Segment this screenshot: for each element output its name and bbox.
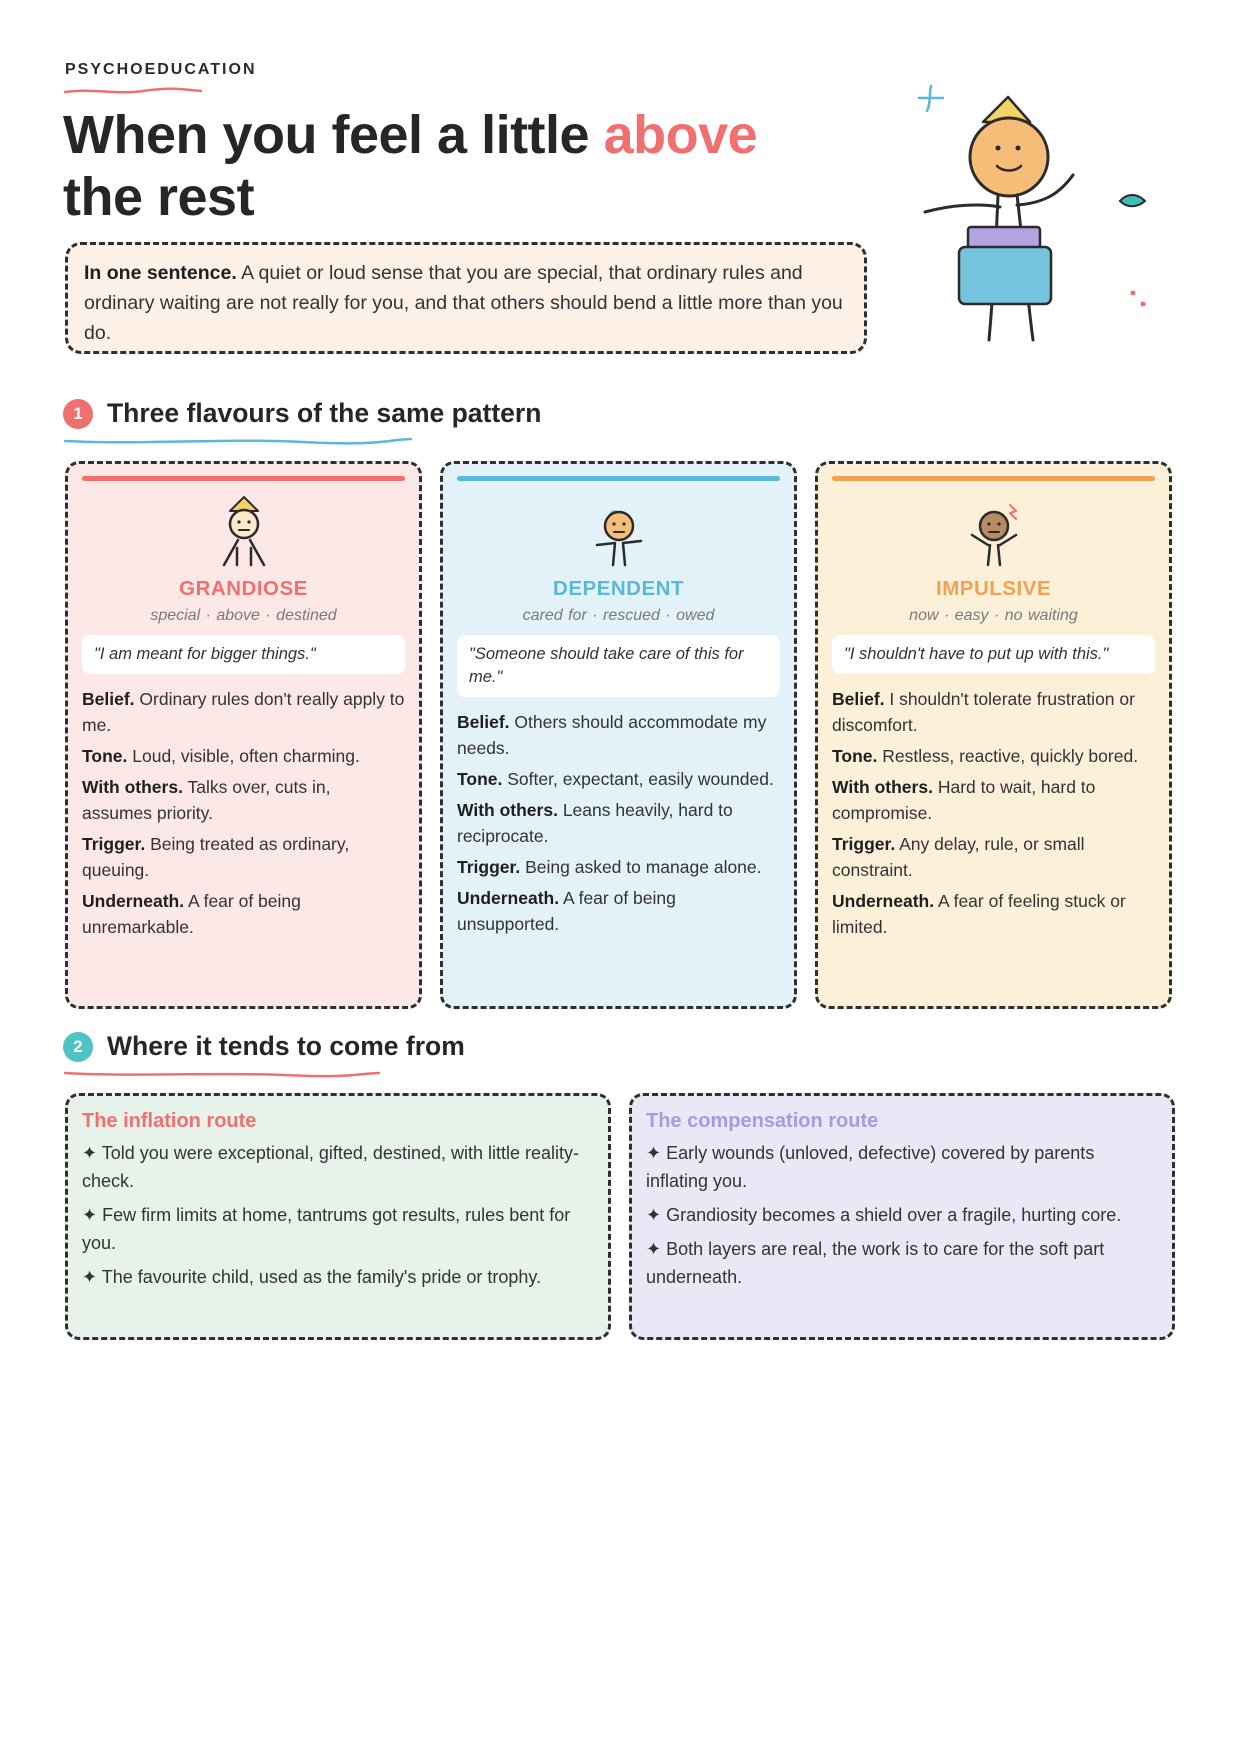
title-part1: When you feel a little — [63, 105, 604, 165]
leaning-figure-icon — [579, 493, 659, 573]
card-row-tone: Tone. Softer, expectant, easily wounded. — [457, 769, 774, 789]
card-row-underneath: Underneath. A fear of feeling stuck or limited. — [832, 891, 1126, 937]
section-2-header — [63, 1031, 465, 1062]
card-impulsive — [815, 461, 1172, 1009]
route-compensation — [629, 1093, 1175, 1340]
route-title: The inflation route — [82, 1110, 257, 1132]
card-name: IMPULSIVE — [936, 577, 1051, 600]
summary-box — [65, 242, 867, 354]
card-accent-bar — [832, 476, 1155, 481]
crowned-figure-icon — [204, 493, 284, 573]
route-item: ✦ Told you were exceptional, gifted, destined, with little reality-check. — [82, 1143, 580, 1191]
card-row-with-others: With others. Hard to wait, hard to compromise. — [832, 777, 1096, 823]
card-row-belief: Belief. I shouldn't tolerate frustration or discomfort. — [832, 689, 1135, 735]
card-tagline: now · easy · no waiting — [909, 607, 1078, 624]
card-row-underneath: Underneath. A fear of being unsupported. — [457, 888, 676, 934]
card-name: DEPENDENT — [553, 577, 684, 600]
section-1-badge: 1 — [63, 399, 93, 429]
card-row-belief: Belief. Others should accommodate my needs. — [457, 712, 767, 758]
wobbly-figure-hero — [925, 97, 1073, 340]
section-1-title: Three flavours of the same pattern — [107, 398, 542, 428]
card-quote: "I shouldn't have to put up with this." — [832, 635, 1155, 674]
section-1-underline — [63, 436, 413, 446]
card-row-tone: Tone. Loud, visible, often charming. — [82, 746, 360, 766]
card-row-with-others: With others. Talks over, cuts in, assumes priority. — [82, 777, 331, 823]
summary-text: A quiet or loud sense that you are special, that ordinary rules and ordinary waiting are not really for you, and that others should bend a little more than you do. — [84, 262, 843, 344]
card-dependent — [440, 461, 797, 1009]
leaf-icon — [1120, 195, 1145, 206]
title-accent: above — [603, 105, 758, 165]
page-title — [63, 104, 823, 228]
card-tagline: special · above · destined — [150, 607, 337, 624]
card-quote: "I am meant for bigger things." — [82, 635, 405, 674]
card-row-trigger: Trigger. Being treated as ordinary, queuing. — [82, 834, 350, 880]
summary-lead: In one sentence. — [84, 262, 237, 284]
section-2-title: Where it tends to come from — [107, 1031, 465, 1061]
route-item: ✦ Early wounds (unloved, defective) covered by parents inflating you. — [646, 1143, 1095, 1191]
route-item: ✦ Few firm limits at home, tantrums got results, rules bent for you. — [82, 1205, 571, 1253]
section-2-underline — [63, 1069, 383, 1079]
card-quote: "Someone should take care of this for me." — [457, 635, 780, 697]
card-accent-bar — [457, 476, 780, 481]
frustrated-figure-icon — [954, 493, 1034, 573]
route-inflation — [65, 1093, 611, 1340]
card-name: GRANDIOSE — [179, 577, 308, 600]
route-title: The compensation route — [646, 1110, 879, 1132]
route-item: ✦ Both layers are real, the work is to care for the soft part underneath. — [646, 1239, 1105, 1287]
card-row-underneath: Underneath. A fear of being unremarkable. — [82, 891, 301, 937]
card-row-trigger: Trigger. Being asked to manage alone. — [457, 857, 762, 877]
card-row-belief: Belief. Ordinary rules don't really apply to me. — [82, 689, 405, 735]
card-row-trigger: Trigger. Any delay, rule, or small constraint. — [832, 834, 1085, 880]
route-item: ✦ Grandiosity becomes a shield over a fragile, hurting core. — [646, 1205, 1122, 1225]
card-grandiose — [65, 461, 422, 1009]
eyebrow-label: PSYCHOEDUCATION — [65, 61, 257, 78]
sparkle-icon — [919, 86, 943, 111]
card-tagline: cared for · rescued · owed — [522, 607, 715, 624]
card-row-tone: Tone. Restless, reactive, quickly bored. — [832, 746, 1139, 766]
section-1-header — [63, 398, 541, 429]
card-accent-bar — [82, 476, 405, 481]
section-2-badge: 2 — [63, 1032, 93, 1062]
hero-illustration — [905, 75, 1165, 355]
eyebrow-underline — [63, 86, 203, 96]
title-part2: the rest — [63, 167, 255, 227]
route-item: ✦ The favourite child, used as the family's pride or trophy. — [82, 1267, 542, 1287]
card-row-with-others: With others. Leans heavily, hard to reciprocate. — [457, 800, 733, 846]
